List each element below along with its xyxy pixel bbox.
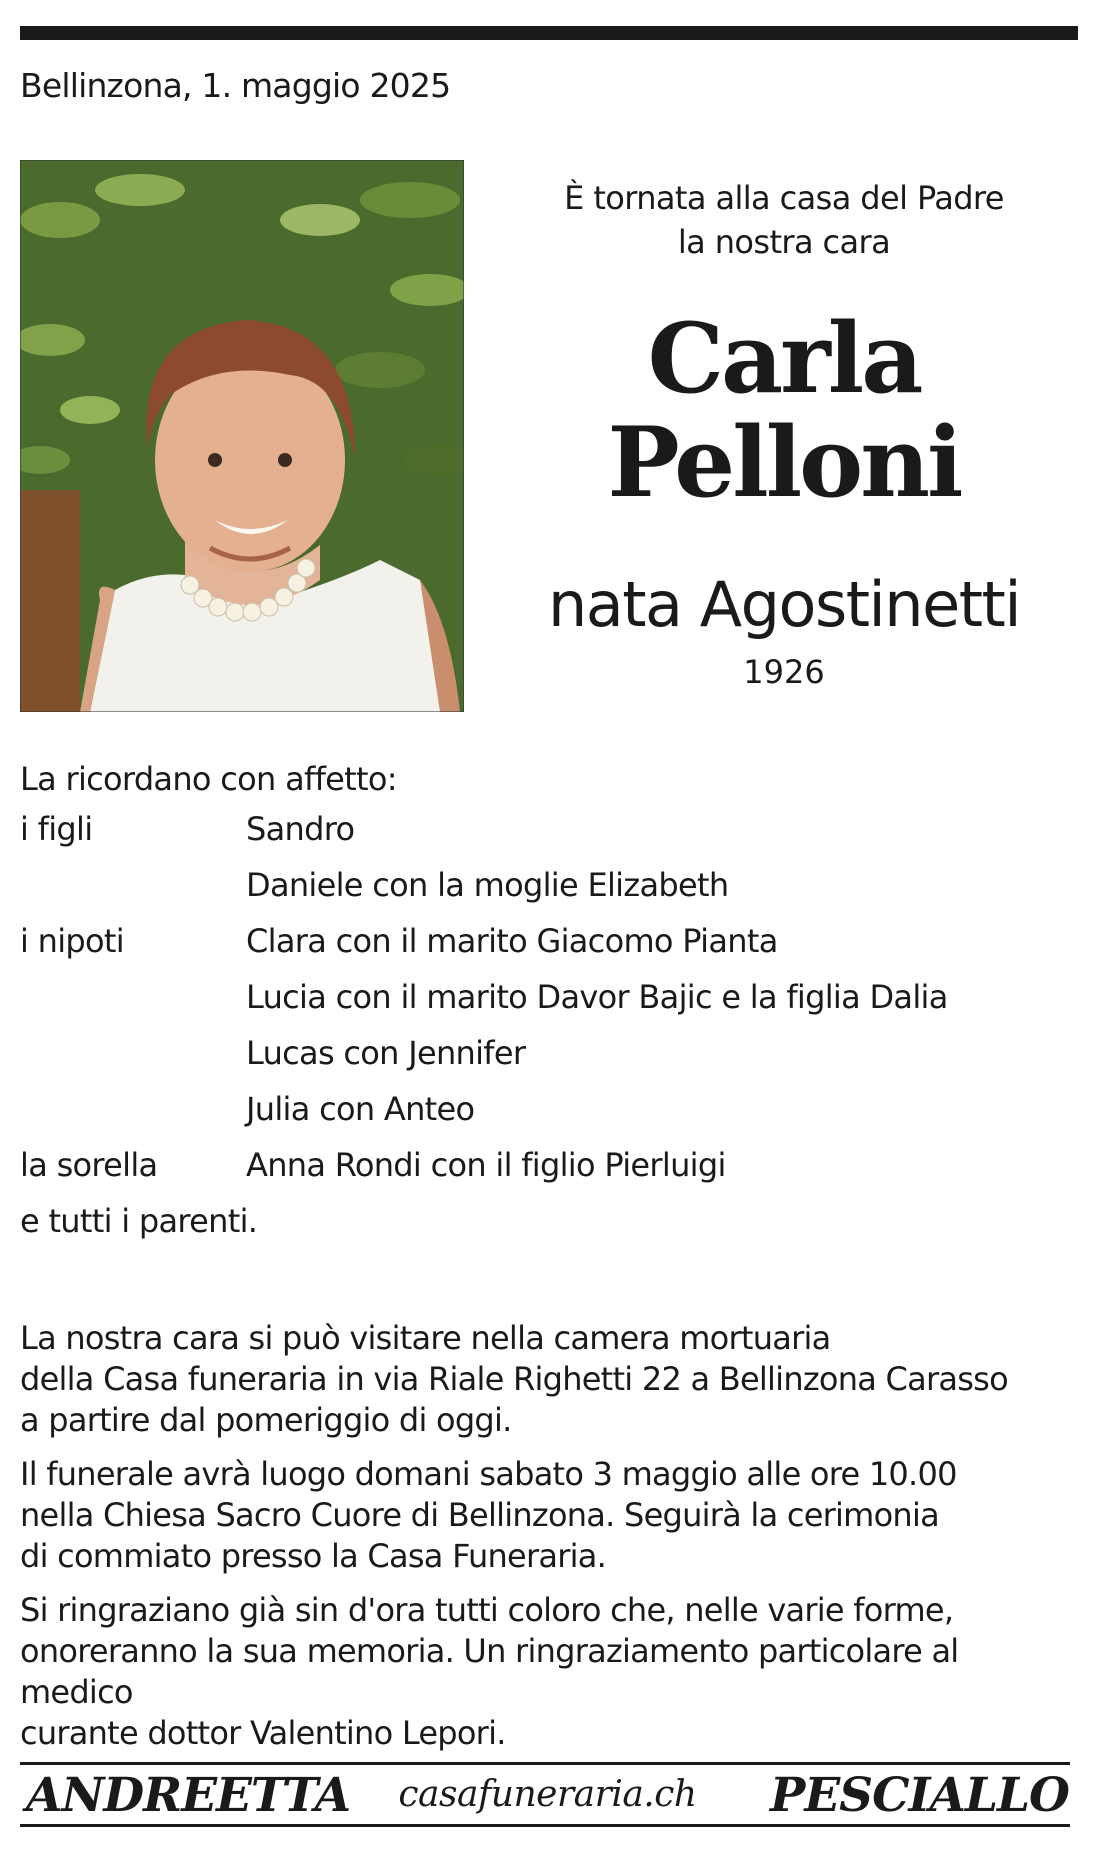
deceased-last-name: Pelloni [607,406,961,519]
mourner-names: Sandro [246,810,355,848]
relation-label: la sorella [20,1146,158,1184]
visitation-paragraph [20,1318,1070,1441]
relation-label: i nipoti [20,922,124,960]
funeral-line: nella Chiesa Sacro Cuore di Bellinzona. Seguirà la cerimonia [20,1496,939,1534]
funeral-home-name-right: PESCIALLO [769,1768,1069,1823]
deceased-first-name: Carla [647,302,921,415]
intro-line-2: la nostra cara [677,223,891,261]
thanks-line: Si ringraziano già sin d'ora tutti coloro che, nelle varie forme, [20,1591,954,1629]
mourner-names: Lucia con il marito Davor Bajic e la figlia Dalia [246,978,948,1016]
funeral-home-website[interactable]: casafuneraria.ch [398,1774,697,1815]
mourner-names: Clara con il marito Giacomo Pianta [246,922,778,960]
footer-bottom-rule [20,1824,1070,1827]
top-rule [20,26,1078,40]
intro-text [500,176,1068,264]
mourner-names: Daniele con la moglie Elizabeth [246,866,729,904]
mourner-names: Lucas con Jennifer [246,1034,526,1072]
funeral-line: Il funerale avrà luogo domani sabato 3 maggio alle ore 10.00 [20,1455,957,1493]
funeral-home-name-left: ANDREETTA [26,1768,351,1823]
birth-year: 1926 [743,653,825,691]
mourner-names: Julia con Anteo [246,1090,475,1128]
footer-top-rule [20,1762,1070,1765]
list-item [20,922,1070,978]
visitation-line: a partire dal pomeriggio di oggi. [20,1401,512,1439]
list-item [20,1146,1070,1202]
list-item [20,1090,1070,1146]
notice-details [20,1318,1070,1767]
thanks-paragraph [20,1590,1070,1754]
portrait-photo [20,160,464,712]
mourners-closing: e tutti i parenti. [20,1202,258,1240]
intro-line-1: È tornata alla casa del Padre [564,179,1004,217]
list-item [20,1034,1070,1090]
list-item [20,866,1070,922]
visitation-line: La nostra cara si può visitare nella camera mortuaria [20,1319,831,1357]
relation-label: i figli [20,810,93,848]
list-item [20,810,1070,866]
mourners-heading: La ricordano con affetto: [20,760,397,798]
maiden-name: nata Agostinetti [547,568,1021,641]
visitation-line: della Casa funeraria in via Riale Righetti 22 a Bellinzona Carasso [20,1360,1008,1398]
mourners-list [20,810,1070,1202]
funeral-line: di commiato presso la Casa Funeraria. [20,1537,607,1575]
funeral-paragraph [20,1454,1070,1577]
list-item [20,978,1070,1034]
mourner-names: Anna Rondi con il figlio Pierluigi [246,1146,726,1184]
dateline: Bellinzona, 1. maggio 2025 [20,66,451,105]
thanks-line: curante dottor Valentino Lepori. [20,1714,506,1752]
thanks-line: onoreranno la sua memoria. Un ringraziamento particolare al medico [20,1632,959,1711]
